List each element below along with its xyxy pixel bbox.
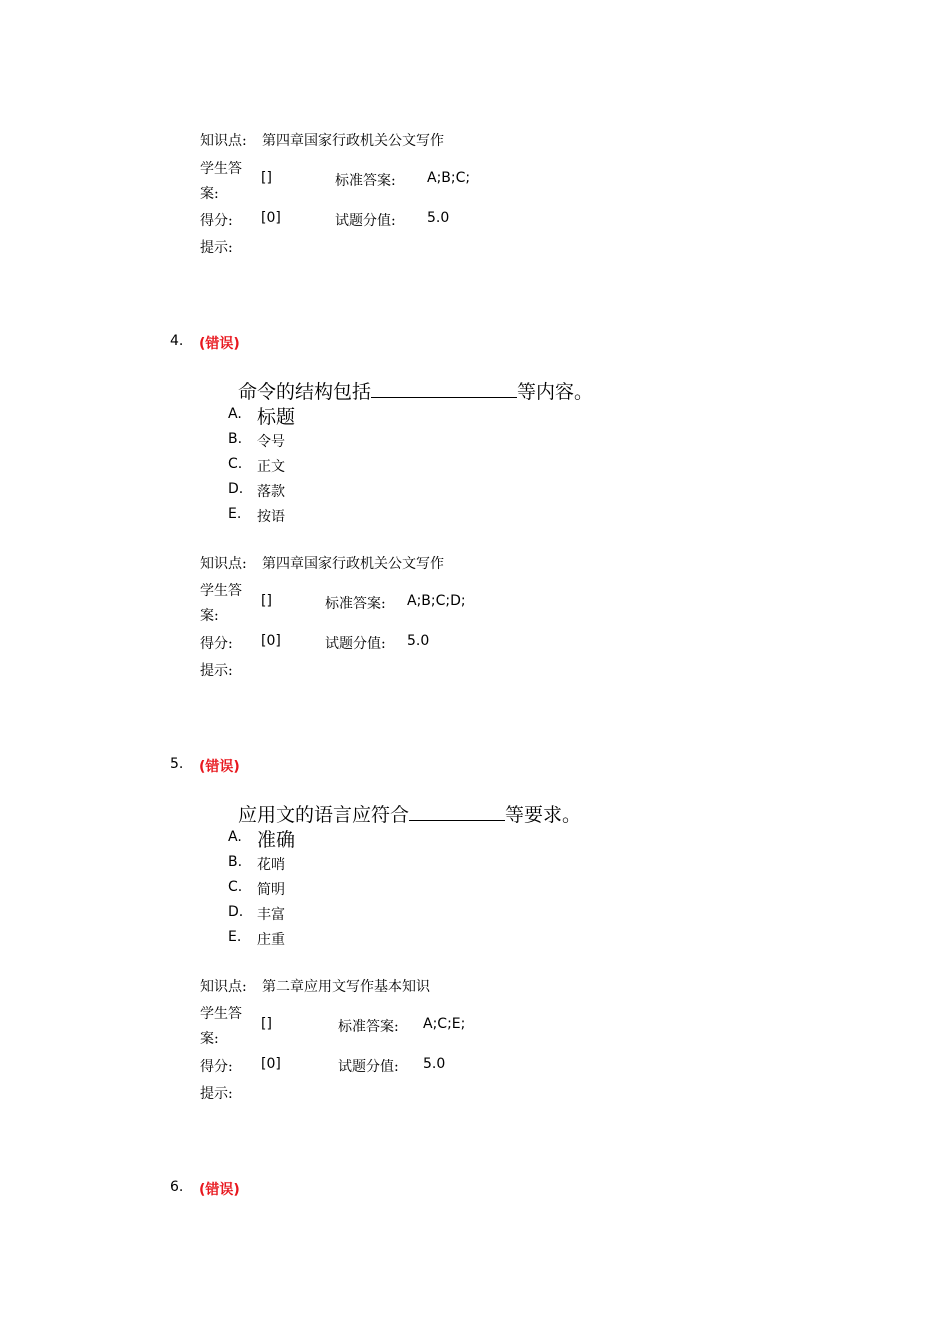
- score-label: 得分:: [200, 636, 233, 652]
- student-answer-value: []: [261, 1016, 272, 1032]
- score-label: 得分:: [200, 1059, 233, 1075]
- option-text: 标题: [257, 406, 296, 428]
- question-value-label: 试题分值:: [325, 636, 386, 652]
- knowledge-value: 第四章国家行政机关公文写作: [262, 556, 444, 572]
- option-text: 准确: [257, 829, 296, 851]
- student-answer-label-line1: 学生答: [200, 583, 242, 599]
- question-text-after: 等要求。: [505, 804, 582, 826]
- knowledge-label: 知识点:: [200, 979, 247, 995]
- student-answer-label-line1: 学生答: [200, 1006, 242, 1022]
- standard-answer-label: 标准答案:: [325, 596, 386, 612]
- question-text-before: 应用文的语言应符合: [238, 804, 410, 826]
- student-answer-value: []: [261, 593, 272, 609]
- score-value: [0]: [261, 633, 281, 649]
- option-text: 正文: [257, 459, 285, 475]
- option-text: 庄重: [257, 932, 285, 948]
- score-value: [0]: [261, 210, 281, 226]
- option-letter: C.: [228, 879, 243, 895]
- student-answer-label-line2: 案:: [200, 186, 219, 202]
- option-letter: C.: [228, 456, 243, 472]
- option-letter: B.: [228, 854, 243, 870]
- hint-label: 提示:: [200, 663, 233, 679]
- option-letter: E.: [228, 929, 242, 945]
- option-letter: A.: [228, 829, 242, 845]
- option-text: 简明: [257, 882, 285, 898]
- option-text: 按语: [257, 509, 285, 525]
- standard-answer-value: A;C;E;: [423, 1016, 466, 1032]
- question-value-value: 5.0: [427, 210, 450, 226]
- standard-answer-label: 标准答案:: [338, 1019, 399, 1035]
- student-answer-label-line2: 案:: [200, 1031, 219, 1047]
- knowledge-value: 第四章国家行政机关公文写作: [262, 133, 444, 149]
- standard-answer-value: A;B;C;: [427, 170, 471, 186]
- standard-answer-value: A;B;C;D;: [407, 593, 466, 609]
- answer-blank: [409, 804, 505, 821]
- option-letter: D.: [228, 904, 244, 920]
- option-letter: D.: [228, 481, 244, 497]
- question-status-badge: (错误): [199, 1182, 240, 1198]
- option-letter: B.: [228, 431, 243, 447]
- option-text: 丰富: [257, 907, 285, 923]
- option-text: 花哨: [257, 857, 285, 873]
- question-value-value: 5.0: [407, 633, 430, 649]
- knowledge-label: 知识点:: [200, 133, 247, 149]
- student-answer-label-line1: 学生答: [200, 161, 242, 177]
- question-text-after: 等内容。: [517, 381, 594, 403]
- option-letter: E.: [228, 506, 242, 522]
- question-number: 4.: [170, 333, 184, 349]
- hint-label: 提示:: [200, 240, 233, 256]
- hint-label: 提示:: [200, 1086, 233, 1102]
- knowledge-value: 第二章应用文写作基本知识: [262, 979, 430, 995]
- score-label: 得分:: [200, 213, 233, 229]
- question-status-badge: (错误): [199, 759, 240, 775]
- option-letter: A.: [228, 406, 242, 422]
- question-number: 6.: [170, 1179, 184, 1195]
- option-text: 令号: [257, 434, 285, 450]
- question-text: [238, 377, 593, 404]
- student-answer-label-line2: 案:: [200, 608, 219, 624]
- question-value-label: 试题分值:: [335, 213, 396, 229]
- question-value-value: 5.0: [423, 1056, 446, 1072]
- question-text: [238, 800, 581, 827]
- question-status-badge: (错误): [199, 336, 240, 352]
- student-answer-value: []: [261, 170, 272, 186]
- knowledge-label: 知识点:: [200, 556, 247, 572]
- option-text: 落款: [257, 484, 285, 500]
- question-number: 5.: [170, 756, 184, 772]
- answer-blank: [371, 381, 517, 398]
- standard-answer-label: 标准答案:: [335, 173, 396, 189]
- question-value-label: 试题分值:: [338, 1059, 399, 1075]
- question-text-before: 命令的结构包括: [238, 381, 372, 403]
- score-value: [0]: [261, 1056, 281, 1072]
